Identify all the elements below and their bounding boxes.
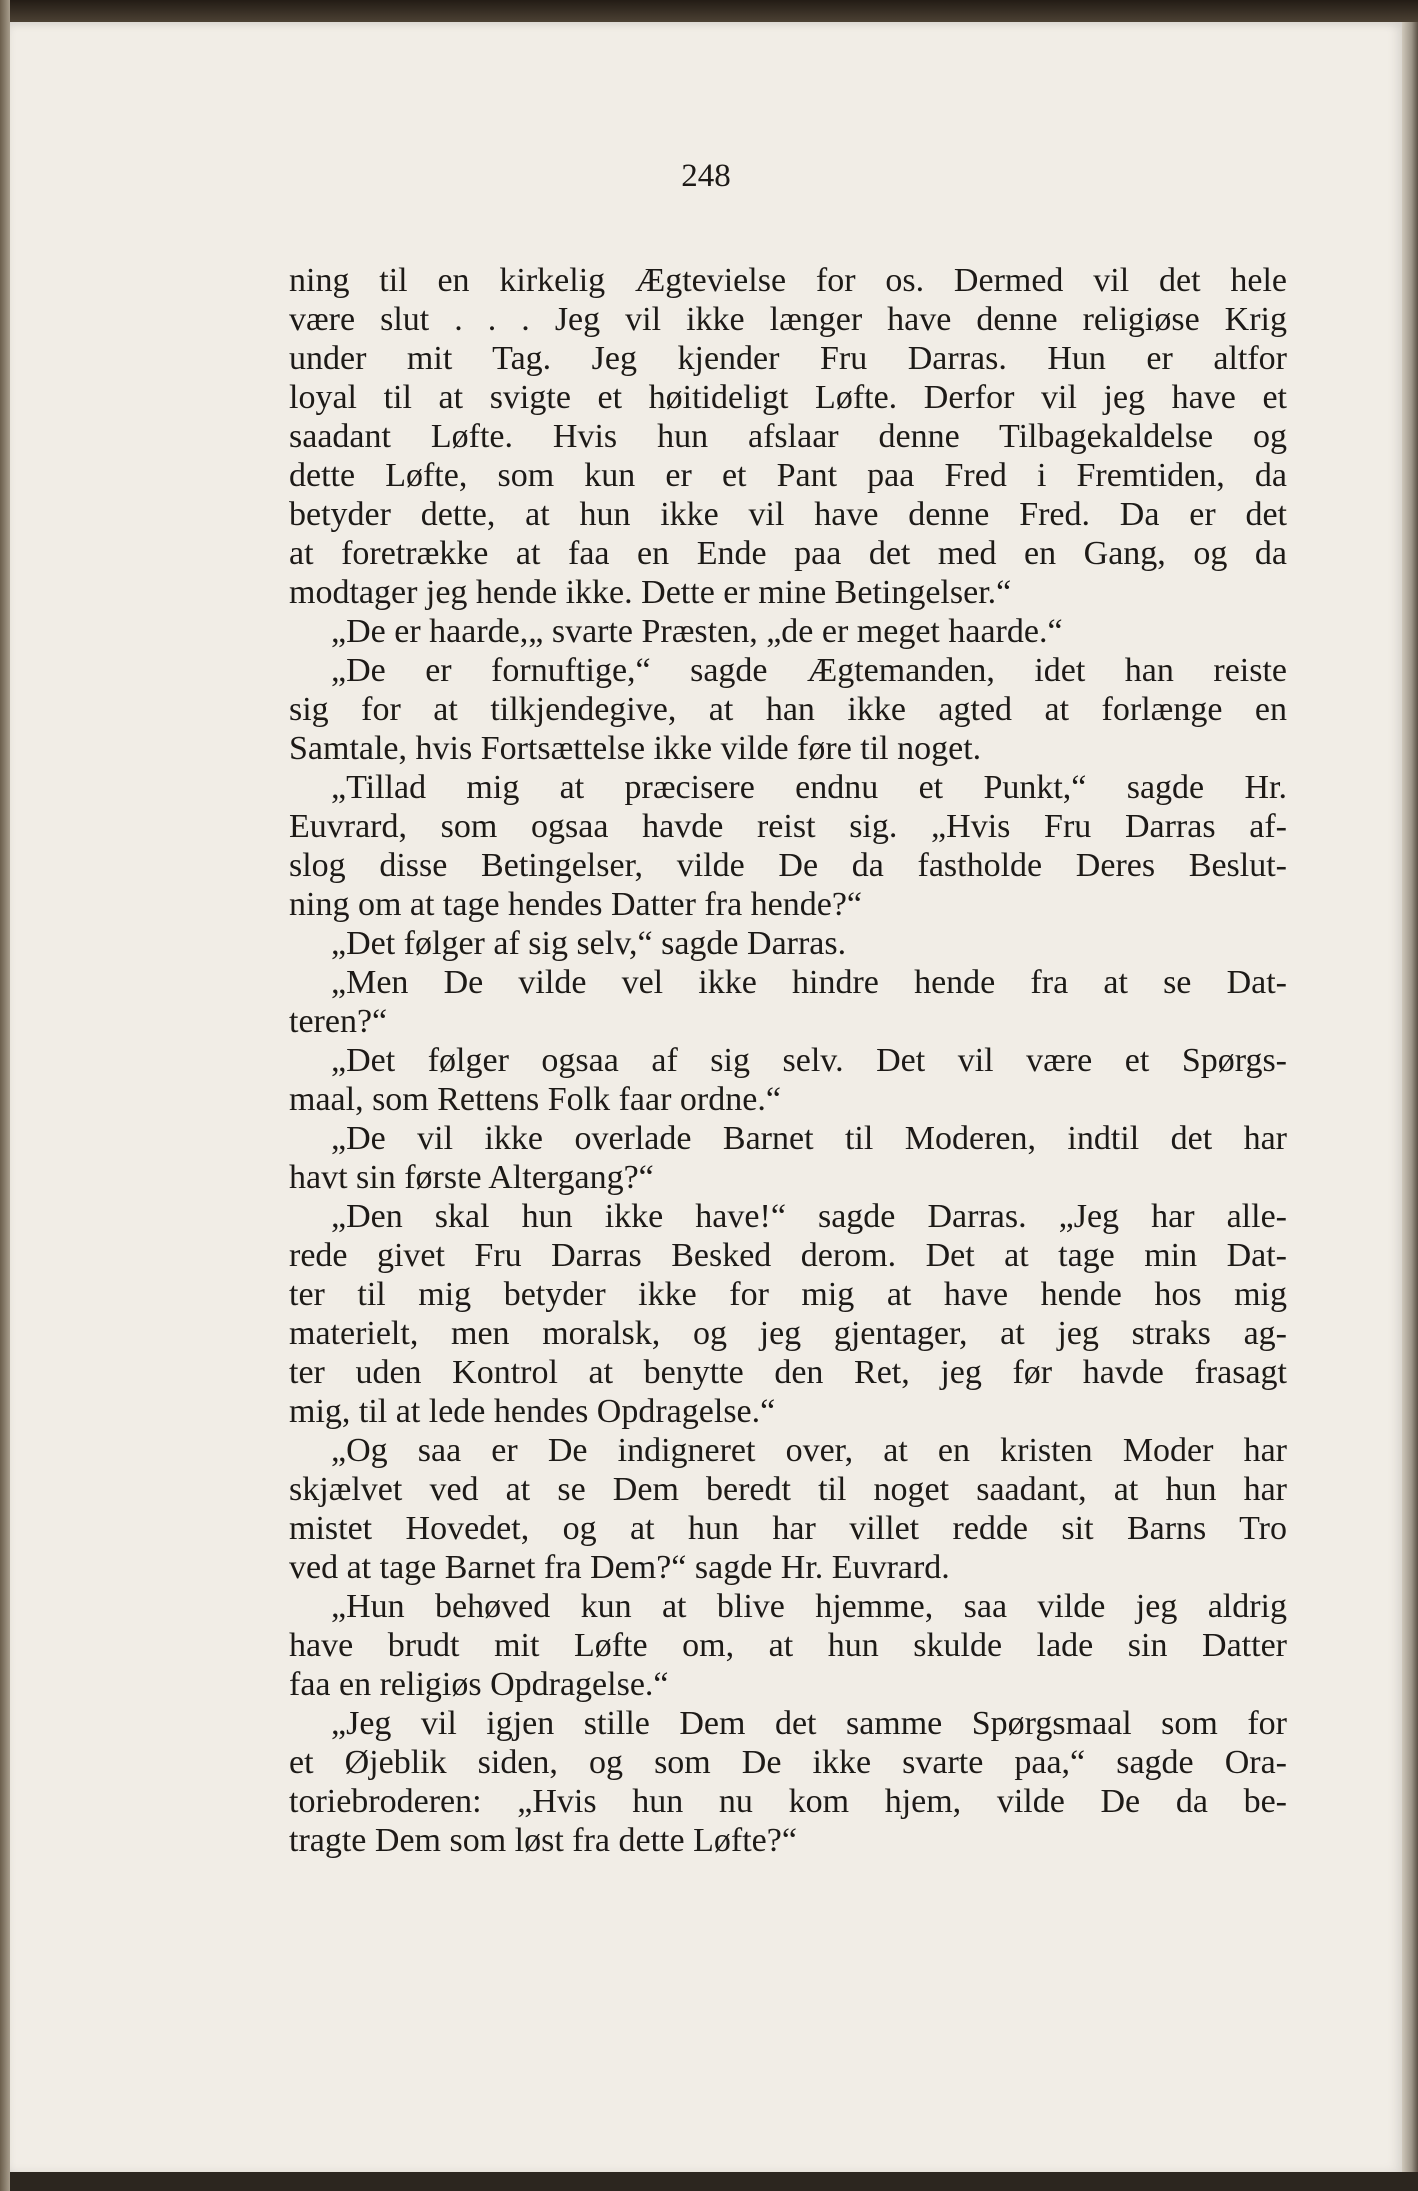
book-top-edge (0, 0, 1418, 22)
text-line: have brudt mit Løfte om, at hun skulde lade sin Datter (289, 1627, 1287, 1664)
text-line: havt sin første Altergang?“ (289, 1159, 654, 1196)
text-line: ter uden Kontrol at benytte den Ret, jeg før havde frasagt (289, 1354, 1287, 1391)
page-number: 248 (681, 158, 731, 194)
text-line: et Øjeblik siden, og som De ikke svarte paa,“ sagde Ora- (289, 1744, 1287, 1781)
text-line: materielt, men moralsk, og jeg gjentager, at jeg straks ag- (289, 1315, 1287, 1352)
text-line: saadant Løfte. Hvis hun afslaar denne Tilbagekaldelse og (289, 418, 1287, 455)
text-line: ning om at tage hendes Datter fra hende?“ (289, 886, 863, 923)
book-right-edge (1402, 22, 1418, 2172)
text-line: at foretrække at faa en Ende paa det med en Gang, og da (289, 535, 1287, 572)
text-line: være slut . . . Jeg vil ikke længer have denne religiøse Krig (289, 301, 1287, 338)
text-line: „Jeg vil igjen stille Dem det samme Spørgsmaal som for (331, 1705, 1287, 1742)
text-line: dette Løfte, som kun er et Pant paa Fred i Fremtiden, da (289, 457, 1287, 494)
text-line: ter til mig betyder ikke for mig at have hende hos mig (289, 1276, 1287, 1313)
text-line: faa en religiøs Opdragelse.“ (289, 1666, 669, 1703)
text-line: rede givet Fru Darras Besked derom. Det at tage min Dat- (289, 1237, 1287, 1274)
text-line: „De er fornuftige,“ sagde Ægtemanden, idet han reiste (331, 652, 1287, 689)
text-line: betyder dette, at hun ikke vil have denne Fred. Da er det (289, 496, 1287, 533)
text-line: under mit Tag. Jeg kjender Fru Darras. Hun er altfor (289, 340, 1287, 377)
text-line: „De vil ikke overlade Barnet til Moderen, indtil det har (331, 1120, 1287, 1157)
text-line: „Det følger af sig selv,“ sagde Darras. (331, 925, 847, 962)
text-line: toriebroderen: „Hvis hun nu kom hjem, vilde De da be- (289, 1783, 1287, 1820)
text-line: „Hun behøved kun at blive hjemme, saa vilde jeg aldrig (331, 1588, 1287, 1625)
text-line: slog disse Betingelser, vilde De da fastholde Deres Beslut- (289, 847, 1287, 884)
text-line: loyal til at svigte et høitideligt Løfte. Derfor vil jeg have et (289, 379, 1287, 416)
text-line: skjælvet ved at se Dem beredt til noget saadant, at hun har (289, 1471, 1287, 1508)
text-line: „Den skal hun ikke have!“ sagde Darras. „Jeg har alle- (331, 1198, 1287, 1235)
text-line: teren?“ (289, 1003, 388, 1040)
body-text (289, 261, 1287, 1860)
text-line: „Det følger ogsaa af sig selv. Det vil være et Spørgs- (331, 1042, 1287, 1079)
text-line: „Men De vilde vel ikke hindre hende fra at se Dat- (331, 964, 1287, 1001)
text-line: Euvrard, som ogsaa havde reist sig. „Hvis Fru Darras af- (289, 808, 1287, 845)
page-sheet (10, 22, 1402, 2172)
text-line: mistet Hovedet, og at hun har villet redde sit Barns Tro (289, 1510, 1287, 1547)
text-line: „Tillad mig at præcisere endnu et Punkt,“ sagde Hr. (331, 769, 1287, 806)
book-left-edge (0, 0, 10, 2191)
text-line: „Og saa er De indigneret over, at en kristen Moder har (331, 1432, 1287, 1469)
text-line: maal, som Rettens Folk faar ordne.“ (289, 1081, 781, 1118)
text-line: ved at tage Barnet fra Dem?“ sagde Hr. Euvrard. (289, 1549, 950, 1586)
text-line: tragte Dem som løst fra dette Løfte?“ (289, 1822, 797, 1859)
text-line: mig, til at lede hendes Opdragelse.“ (289, 1393, 776, 1430)
text-line: sig for at tilkjendegive, at han ikke agted at forlænge en (289, 691, 1287, 728)
text-line: ning til en kirkelig Ægtevielse for os. Dermed vil det hele (289, 262, 1287, 299)
text-line: „De er haarde,„ svarte Præsten, „de er meget haarde.“ (331, 613, 1063, 650)
text-line: Samtale, hvis Fortsættelse ikke vilde føre til noget. (289, 730, 982, 767)
text-line: modtager jeg hende ikke. Dette er mine Betingelser.“ (289, 574, 1012, 611)
